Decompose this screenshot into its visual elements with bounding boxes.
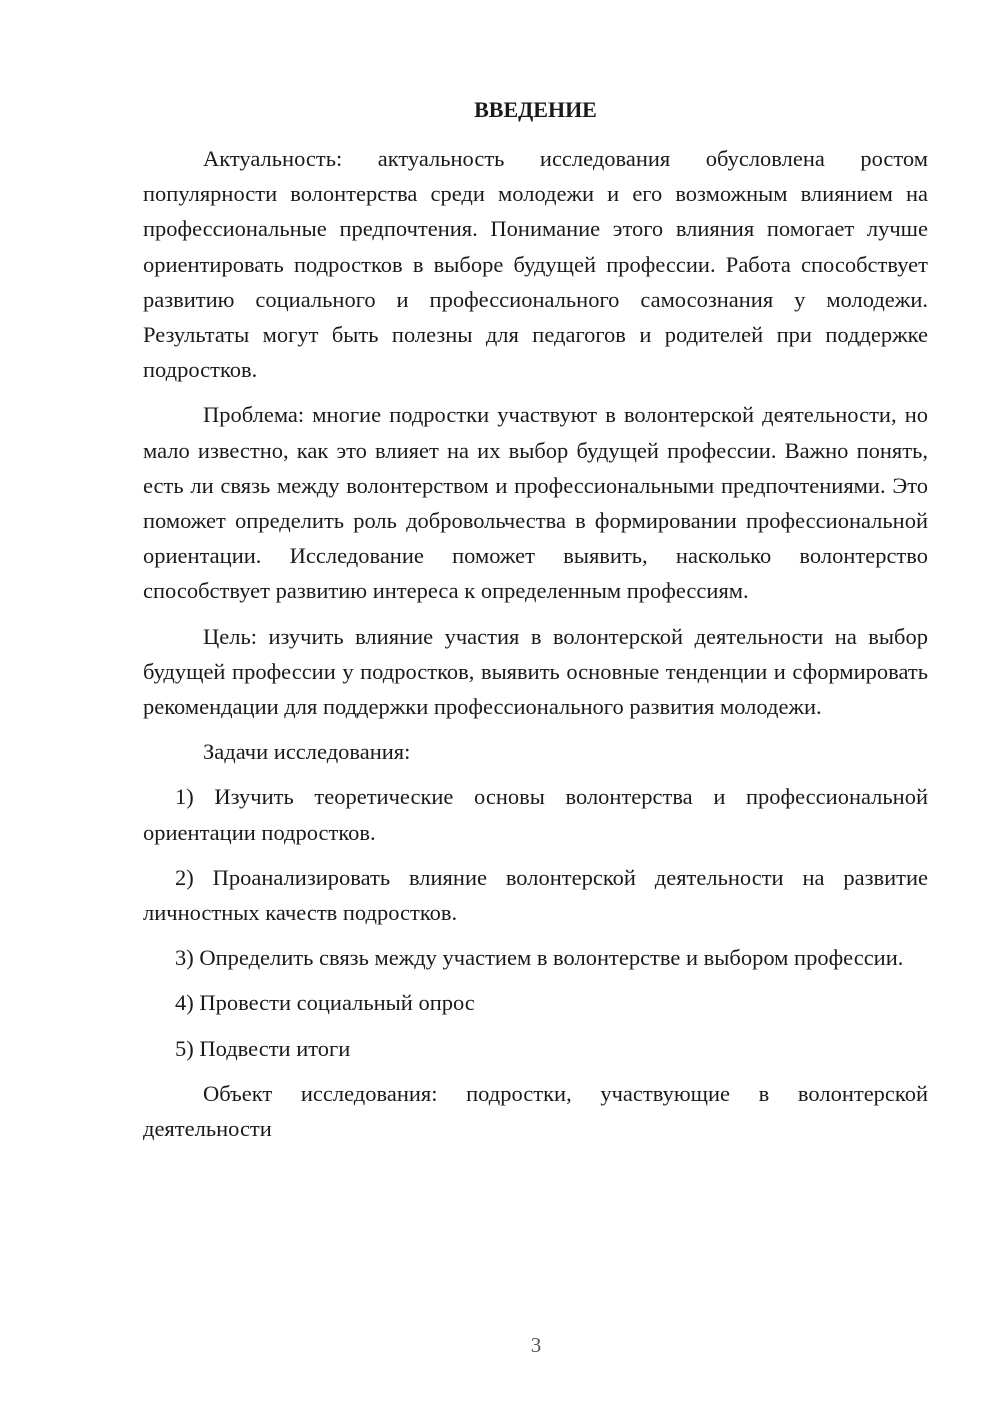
goal-paragraph: Цель: изучить влияние участия в волонтерской деятельности на выбор будущей профессии у подростков, выявить основные тенденции и сформировать рекомендации для поддержки профессионального развития молодежи. — [143, 623, 928, 720]
document-title: ВВЕДЕНИЕ — [474, 97, 597, 122]
page-number: 3 — [530, 1333, 542, 1357]
document-page — [143, 92, 928, 1146]
tasks-heading: Задачи исследования: — [203, 739, 411, 765]
task-item-3: 3) Определить связь между участием в волонтерстве и выбором профессии. — [175, 945, 904, 971]
task-item-4: 4) Провести социальный опрос — [175, 990, 475, 1016]
task-item-5: 5) Подвести итоги — [175, 1035, 351, 1061]
task-item-2: 2) Проанализировать влияние волонтерской деятельности на развитие личностных качеств подростков. — [143, 864, 928, 926]
problem-paragraph: Проблема: многие подростки участвуют в волонтерской деятельности, но мало известно, как это влияет на их выбор будущей профессии. Важно понять, есть ли связь между волонтерством и профессиональными предпочтениями. Это поможет определить роль добровольчества в формировании профессиональной ориентации. Исследование поможет выявить, насколько волонтерство способствует развитию интереса к определенным профессиям. — [143, 402, 928, 604]
task-item-1: 1) Изучить теоретические основы волонтерства и профессиональной ориентации подростков. — [143, 784, 928, 845]
relevance-paragraph: Актуальность: актуальность исследования обусловлена ростом популярности волонтерства среди молодежи и его возможным влиянием на профессиональные предпочтения. Понимание этого влияния помогает лучше ориентировать подростков в выборе будущей профессии. Работа способствует развитию социального и профессионального самосознания у молодежи. Результаты могут быть полезны для педагогов и родителей при поддержке подростков. — [143, 146, 928, 383]
object-paragraph: Объект исследования: подростки, участвующие в волонтерской деятельности — [143, 1080, 928, 1142]
